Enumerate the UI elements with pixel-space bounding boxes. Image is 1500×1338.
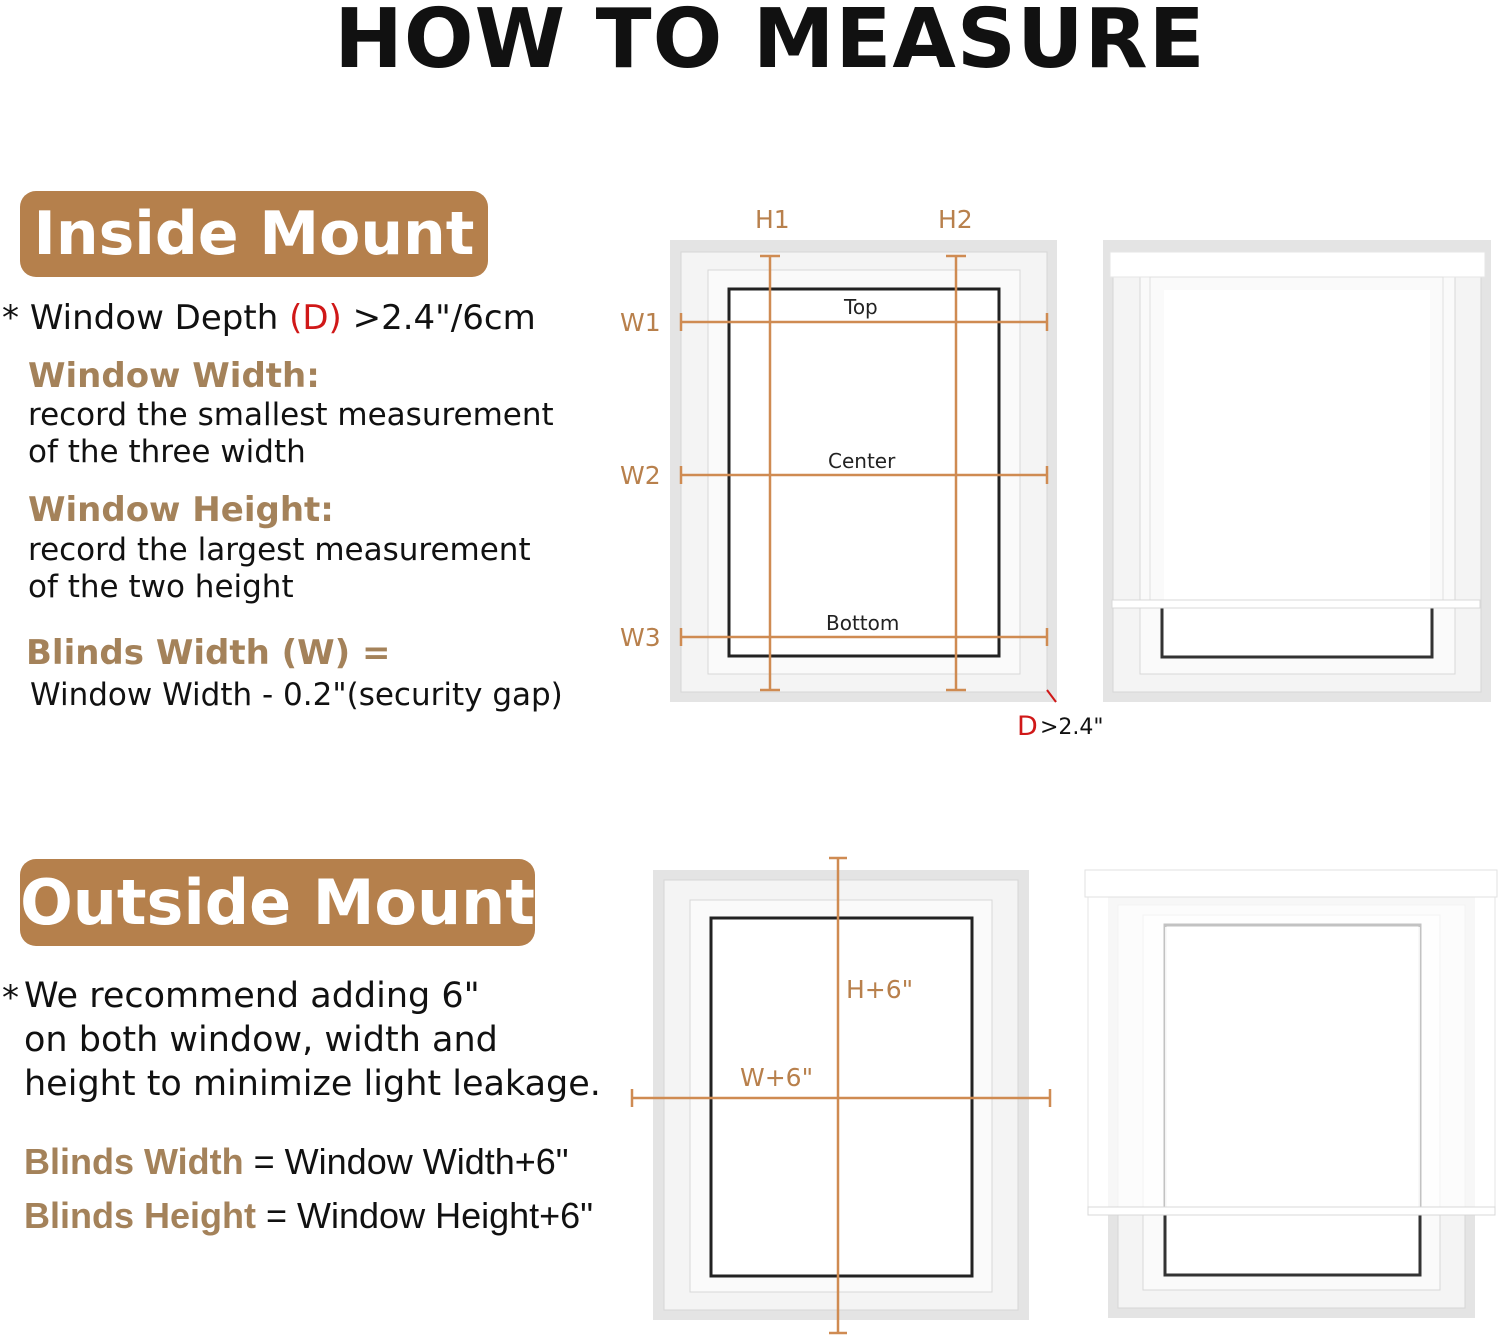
- h2-label: H2: [938, 205, 973, 234]
- outside-note-3: height to minimize light leakage.: [24, 1064, 601, 1104]
- outside-note-1: We recommend adding 6": [24, 976, 480, 1016]
- depth-value: >2.4"/6cm: [352, 298, 536, 338]
- depth-d-label: D: [1017, 711, 1038, 742]
- asterisk: *: [2, 298, 19, 338]
- blinds-width-outside: [24, 1141, 569, 1183]
- blinds-width-heading: Blinds Width (W) =: [26, 633, 391, 673]
- blinds-width-formula-outside: = Window Width+6": [253, 1141, 569, 1182]
- page-title: HOW TO MEASURE: [334, 0, 1206, 87]
- w3-label: W3: [620, 623, 661, 652]
- w1-label: W1: [620, 308, 661, 337]
- h1-label: H1: [755, 205, 790, 234]
- window-width-heading: Window Width:: [28, 356, 320, 396]
- w-plus-6-label: W+6": [740, 1063, 814, 1092]
- window-height-text-1: record the largest measurement: [28, 532, 531, 568]
- window-height-text-2: of the two height: [28, 569, 294, 605]
- inside-mount-blind-window: [1103, 240, 1491, 702]
- bottom-label: Bottom: [826, 611, 900, 635]
- center-label: Center: [828, 449, 896, 473]
- outside-note-star: *: [2, 978, 19, 1018]
- top-label: Top: [844, 295, 878, 319]
- outside-measure-window: [632, 858, 1050, 1333]
- w2-label: W2: [620, 461, 661, 490]
- blinds-width-label: Blinds Width: [24, 1141, 244, 1182]
- blinds-width-formula: Window Width - 0.2"(security gap): [30, 677, 563, 713]
- window-width-text-1: record the smallest measurement: [28, 397, 554, 433]
- blinds-height-outside: [24, 1195, 593, 1237]
- outside-mount-badge: Outside Mount: [20, 859, 535, 946]
- inside-measure-window: [620, 205, 1104, 742]
- window-width-text-2: of the three width: [28, 434, 306, 470]
- blinds-height-formula-outside: = Window Height+6": [266, 1195, 593, 1236]
- window-height-heading: Window Height:: [28, 490, 334, 530]
- blinds-height-label: Blinds Height: [24, 1195, 256, 1236]
- outside-mount-blind-window: [1085, 870, 1497, 1318]
- h-plus-6-label: H+6": [846, 975, 914, 1004]
- outside-note-2: on both window, width and: [24, 1020, 498, 1060]
- window-depth-line: [2, 298, 536, 338]
- inside-mount-badge: Inside Mount: [20, 191, 488, 277]
- depth-value-label: >2.4": [1040, 715, 1104, 740]
- depth-label: Window Depth: [29, 298, 279, 338]
- depth-symbol: (D): [289, 298, 342, 338]
